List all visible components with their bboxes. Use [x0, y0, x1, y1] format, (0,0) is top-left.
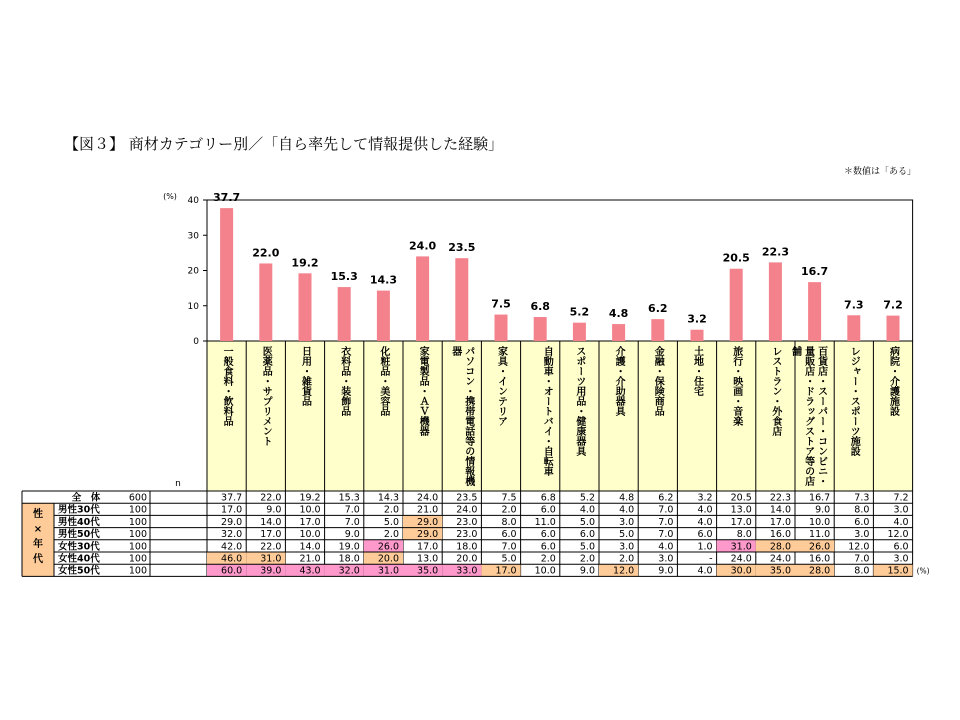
bar — [847, 315, 860, 341]
table-cell: 43.0 — [299, 565, 321, 577]
table-cell: - — [709, 553, 713, 565]
table-cell: 22.0 — [260, 492, 282, 504]
table-cell: 3.0 — [893, 553, 909, 565]
table-cell: 4.0 — [893, 516, 909, 528]
table-cell: 4.0 — [697, 565, 713, 577]
table-cell: 7.0 — [344, 516, 360, 528]
row-n: 100 — [128, 529, 147, 541]
table-cell: 33.0 — [456, 565, 478, 577]
table-cell: 24.0 — [417, 492, 439, 504]
category-label: 医薬品・サプリメント — [260, 346, 272, 446]
bar — [808, 282, 821, 341]
y-tick-label: 30 — [187, 231, 199, 242]
table-cell: 14.3 — [377, 492, 399, 504]
table-cell: 5.0 — [579, 541, 595, 553]
bar-value-label: 3.2 — [687, 312, 707, 326]
table-cell: 7.0 — [501, 541, 517, 553]
table-cell: 42.0 — [221, 541, 243, 553]
table-cell: 23.0 — [456, 516, 478, 528]
table-cell: 4.0 — [619, 504, 635, 516]
table-cell: 17.0 — [221, 504, 243, 516]
bar — [259, 263, 272, 341]
table-cell: 15.3 — [338, 492, 360, 504]
table-cell: 24.0 — [769, 553, 791, 565]
bar-value-label: 7.3 — [844, 298, 864, 312]
bar — [534, 317, 547, 341]
table-cell: 2.0 — [383, 504, 399, 516]
table-cell: 2.0 — [501, 504, 517, 516]
table-cell: 4.8 — [619, 492, 635, 504]
bar-value-label: 20.5 — [722, 251, 750, 265]
table-cell: 5.0 — [619, 529, 635, 541]
table-cell: 17.0 — [730, 516, 752, 528]
table-cell: 19.0 — [338, 541, 360, 553]
table-cell: 20.5 — [730, 492, 752, 504]
table-cell: 6.0 — [501, 529, 517, 541]
table-cell: 35.0 — [417, 565, 439, 577]
bar — [377, 291, 390, 341]
bar — [455, 258, 468, 341]
table-cell: 12.0 — [613, 565, 635, 577]
y-tick-label: 0 — [193, 337, 199, 347]
table-cell: 31.0 — [730, 541, 752, 553]
bar-value-label: 6.8 — [530, 300, 550, 314]
table-cell: 26.0 — [377, 541, 399, 553]
row-n: 100 — [128, 504, 147, 516]
table-cell: 5.0 — [501, 553, 517, 565]
row-label: 男性50代 — [58, 529, 100, 541]
category-label: 病院・介護施設 — [887, 346, 899, 416]
bar-value-label: 4.8 — [608, 307, 629, 321]
table-cell: 18.0 — [338, 553, 360, 565]
table-cell: 19.2 — [299, 492, 321, 504]
bar-value-label: 7.2 — [883, 298, 903, 312]
table-cell: 46.0 — [221, 553, 243, 565]
table-cell: 5.2 — [579, 492, 595, 504]
table-cell: 23.5 — [456, 492, 478, 504]
table-cell: 14.0 — [769, 504, 791, 516]
category-label: 自動車・オートバイ・自転車 — [541, 346, 553, 476]
category-label: パソコン・携帯電話等の情報機器 — [449, 346, 474, 486]
table-cell: 35.0 — [769, 565, 791, 577]
table-cell: 4.0 — [697, 504, 713, 516]
table-cell: 26.0 — [809, 541, 831, 553]
table-cell: 17.0 — [299, 516, 321, 528]
bar — [573, 323, 586, 341]
table-cell: 30.0 — [730, 565, 752, 577]
table-cell: 32.0 — [338, 565, 360, 577]
table-cell: 9.0 — [815, 504, 831, 516]
row-label: 女性50代 — [58, 565, 100, 577]
table-cell: 18.0 — [456, 541, 478, 553]
category-label: レジャー・スポーツ施設 — [848, 346, 860, 456]
table-cell: 10.0 — [809, 516, 831, 528]
category-label: 化粧品・美容品 — [377, 346, 389, 416]
value-note: ＊数値は「ある」 — [843, 167, 916, 177]
category-label: 日用・雑貨品 — [299, 346, 311, 406]
table-cell: 24.0 — [730, 553, 752, 565]
bar — [495, 315, 508, 341]
table-cell: 28.0 — [769, 541, 791, 553]
table-cell: 4.0 — [658, 541, 674, 553]
table-cell: 29.0 — [417, 529, 439, 541]
table-cell: 7.0 — [658, 504, 674, 516]
bar-value-label: 16.7 — [801, 265, 829, 279]
category-label: 金融・保険商品 — [652, 346, 664, 416]
table-cell: 6.0 — [540, 504, 556, 516]
table-cell: 13.0 — [417, 553, 439, 565]
table-cell: 17.0 — [769, 516, 791, 528]
table-cell: 31.0 — [260, 553, 282, 565]
table-cell: 9.0 — [658, 565, 674, 577]
y-tick-label: 40 — [187, 196, 199, 206]
table-cell: 8.0 — [854, 504, 870, 516]
table-cell: 17.0 — [417, 541, 439, 553]
table-cell: 22.0 — [260, 541, 282, 553]
category-label: レストラン・外食店 — [769, 346, 781, 436]
row-label: 女性40代 — [58, 553, 100, 565]
table-cell: 2.0 — [619, 553, 635, 565]
table-cell: 14.0 — [299, 541, 321, 553]
table-cell: 7.0 — [344, 504, 360, 516]
table-cell: 28.0 — [809, 565, 831, 577]
table-cell: 24.0 — [456, 504, 478, 516]
table-cell: 8.0 — [501, 516, 517, 528]
table-cell: 39.0 — [260, 565, 282, 577]
category-label: 衣料品・装飾品 — [338, 346, 350, 416]
table-cell: 9.0 — [344, 529, 360, 541]
row-label: 男性40代 — [58, 516, 100, 528]
table-cell: 31.0 — [377, 565, 399, 577]
bar-value-label: 19.2 — [291, 256, 319, 270]
bar — [338, 287, 351, 341]
bar — [691, 330, 704, 341]
table-cell: 7.3 — [854, 492, 870, 504]
table-cell: 22.3 — [769, 492, 791, 504]
table-cell: 23.0 — [456, 529, 478, 541]
table-cell: 37.7 — [221, 492, 243, 504]
bar — [651, 319, 664, 341]
row-n: 100 — [128, 541, 147, 553]
table-cell: 13.0 — [730, 504, 752, 516]
bar — [416, 256, 429, 341]
table-cell: 6.8 — [540, 492, 556, 504]
table-cell: 1.0 — [697, 541, 713, 553]
table-cell: 12.0 — [887, 529, 909, 541]
row-label: 全 体 — [71, 492, 101, 504]
table-cell: 15.0 — [887, 565, 909, 577]
table-cell: 7.5 — [501, 492, 517, 504]
bar-value-label: 5.2 — [569, 305, 590, 319]
bar-value-label: 23.5 — [448, 241, 476, 255]
table-cell: 11.0 — [534, 516, 556, 528]
table-cell: 7.0 — [658, 529, 674, 541]
table-cell: 3.2 — [697, 492, 713, 504]
table-cell: 6.0 — [540, 529, 556, 541]
bar — [730, 269, 743, 341]
category-label: 家具・インテリア — [495, 346, 507, 426]
table-cell: 16.7 — [809, 492, 831, 504]
table-cell: 12.0 — [848, 541, 870, 553]
table-cell: 8.0 — [854, 565, 870, 577]
table-cell: 32.0 — [221, 529, 243, 541]
table-cell: 6.0 — [697, 529, 713, 541]
table-cell: 20.0 — [377, 553, 399, 565]
table-cell: 10.0 — [299, 504, 321, 516]
category-label: 旅行・映画・音楽 — [730, 346, 742, 426]
table-cell: 8.0 — [736, 529, 752, 541]
table-cell: 10.0 — [534, 565, 556, 577]
table-cell: 14.0 — [260, 516, 282, 528]
chart-title: 【図３】 商材カテゴリー別／「自ら率先して情報提供した経験」 — [64, 135, 504, 153]
category-label: スポーツ用品・健康器具 — [573, 346, 585, 456]
bar-value-label: 6.2 — [648, 302, 668, 316]
table-cell: 9.0 — [266, 504, 282, 516]
row-n: 100 — [128, 553, 147, 565]
category-label: 家電製品・ＡＶ機器 — [417, 346, 429, 436]
table-cell: 7.0 — [658, 516, 674, 528]
row-label: 女性30代 — [58, 541, 100, 553]
table-cell: 7.2 — [893, 492, 909, 504]
table-cell: 6.0 — [854, 516, 870, 528]
table-cell: 21.0 — [299, 553, 321, 565]
table-cell: 17.0 — [260, 529, 282, 541]
table-cell: 3.0 — [619, 541, 635, 553]
row-n: 100 — [128, 516, 147, 528]
category-label: 介護・介助器具 — [613, 346, 625, 416]
bar-value-label: 15.3 — [330, 270, 358, 284]
row-label: 男性30代 — [58, 504, 100, 516]
table-cell: 5.0 — [579, 516, 595, 528]
table-cell: 3.0 — [658, 553, 674, 565]
row-n: 600 — [128, 492, 147, 504]
bar — [299, 273, 312, 341]
bar — [612, 324, 625, 341]
y-tick-label: 20 — [187, 266, 199, 277]
bar-value-label: 22.0 — [252, 246, 280, 260]
table-cell: 20.0 — [456, 553, 478, 565]
bar-value-label: 14.3 — [369, 273, 397, 287]
y-unit-label: (%) — [163, 192, 177, 201]
table-cell: 9.0 — [579, 565, 595, 577]
table-cell: 60.0 — [221, 565, 243, 577]
table-cell: 16.0 — [769, 529, 791, 541]
table-cell: 4.0 — [697, 516, 713, 528]
table-cell: 2.0 — [383, 529, 399, 541]
table-cell: 2.0 — [579, 553, 595, 565]
table-cell: 6.2 — [658, 492, 674, 504]
bar — [887, 316, 900, 341]
table-cell: 10.0 — [299, 529, 321, 541]
table-cell: 3.0 — [854, 529, 870, 541]
table-cell: 29.0 — [221, 516, 243, 528]
bar-value-label: 37.7 — [213, 191, 241, 205]
category-label: 百貨店・スーパー・コンビニ・量販店・ドラッグストア等の店舗 — [789, 346, 827, 486]
category-label: 土地・住宅 — [691, 346, 703, 396]
group-label: 性×年代 — [33, 509, 43, 566]
table-cell: 4.0 — [579, 504, 595, 516]
table-cell: 3.0 — [893, 504, 909, 516]
table-cell: 3.0 — [619, 516, 635, 528]
bar — [220, 208, 233, 341]
y-tick-label: 10 — [187, 301, 199, 312]
bar-value-label: 22.3 — [761, 245, 789, 259]
table-cell: 6.0 — [893, 541, 909, 553]
table-unit-suffix: (%) — [916, 566, 930, 576]
bar-value-label: 7.5 — [491, 297, 511, 311]
table-cell: 29.0 — [417, 516, 439, 528]
table-cell: 6.0 — [540, 541, 556, 553]
table-cell: 11.0 — [809, 529, 831, 541]
table-cell: 6.0 — [579, 529, 595, 541]
n-header: n — [175, 479, 181, 489]
table-cell: 7.0 — [854, 553, 870, 565]
row-n: 100 — [128, 565, 147, 577]
table-cell: 2.0 — [540, 553, 556, 565]
table-cell: 16.0 — [809, 553, 831, 565]
bar-value-label: 24.0 — [409, 239, 437, 253]
table-cell: 17.0 — [495, 565, 517, 577]
table-cell: 21.0 — [417, 504, 439, 516]
category-label: 一般食料・飲料品 — [221, 346, 233, 426]
table-cell: 5.0 — [383, 516, 399, 528]
bar — [769, 262, 782, 341]
